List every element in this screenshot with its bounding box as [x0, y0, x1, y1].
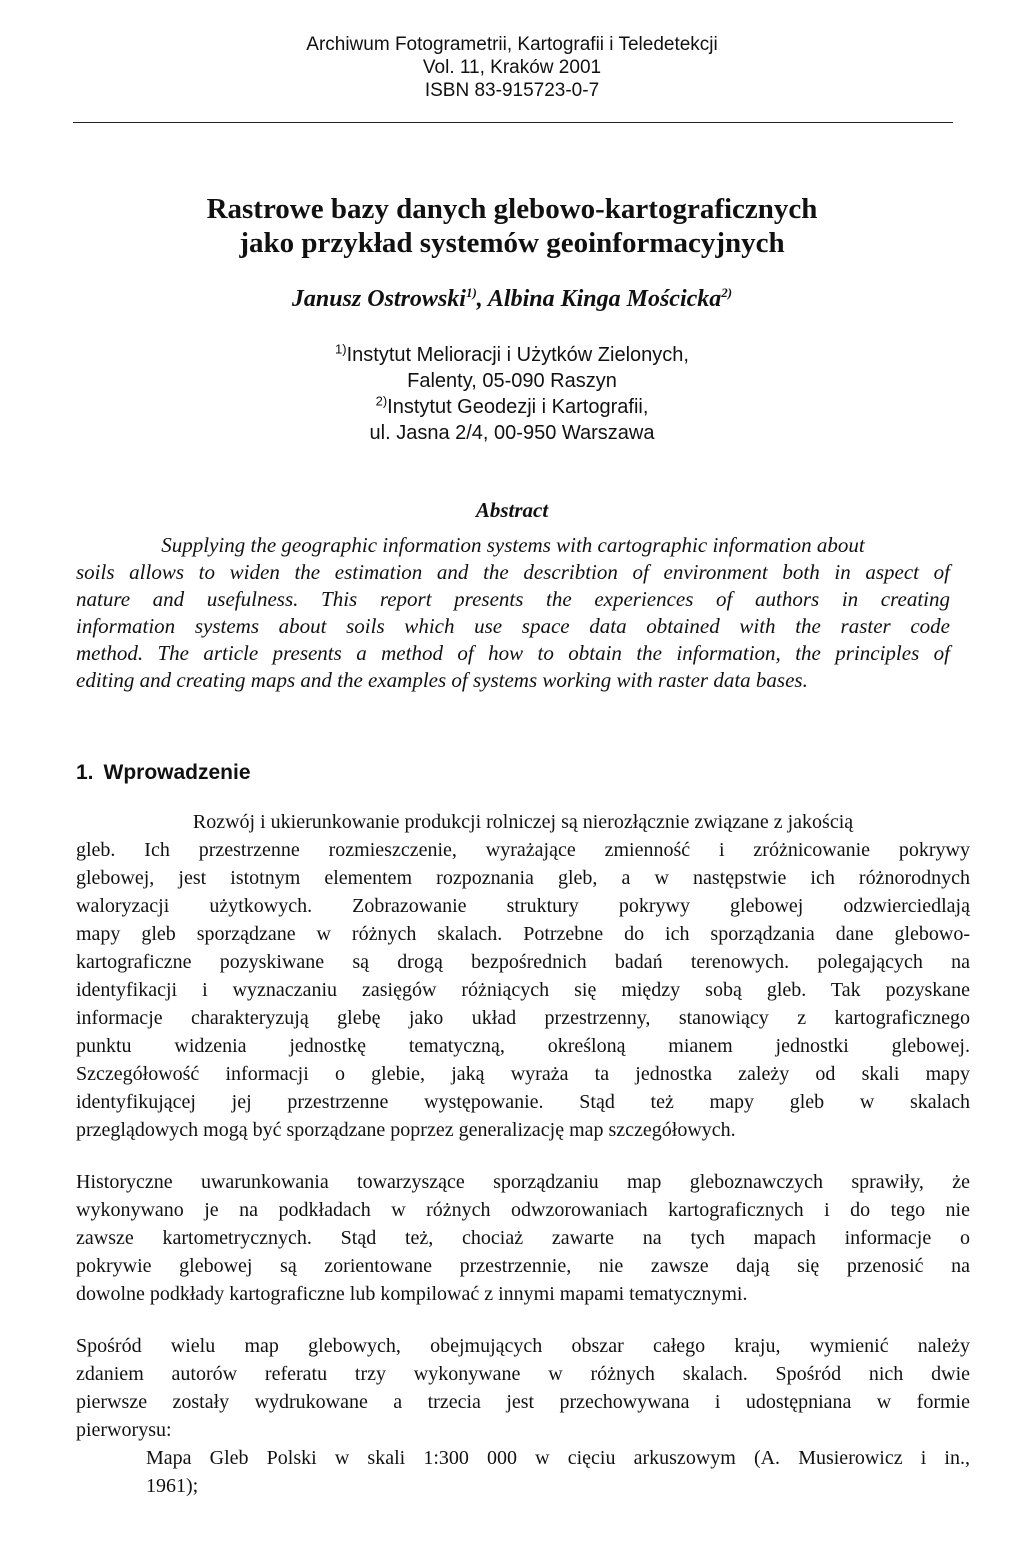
body-line: mapy gleb sporządzane w różnych skalach. Potrzebne do ich sporządzania dane glebowo- — [76, 923, 970, 945]
body-line: zdaniem autorów referatu trzy wykonywane w różnych skalach. Spośród nich dwie — [76, 1363, 970, 1385]
body-line: waloryzacji użytkowych. Zobrazowanie struktury pokrywy glebowej odzwierciedlają — [76, 895, 970, 917]
body-line: przeglądowych mogą być sporządzane poprzez generalizację map szczegółowych. — [76, 1119, 736, 1141]
body-line: kartograficzne pozyskiwane są drogą bezpośrednich badań terenowych. polegających na — [76, 951, 970, 973]
abstract-line: Supplying the geographic information systems with cartographic information about — [161, 533, 865, 557]
body-line: pierworysu: — [76, 1419, 172, 1441]
affiliation-1-line-1: $^{1)}$Instytut Melioracji i Użytków Zielonych, — [335, 341, 689, 366]
section-title: Wprowadzenie — [103, 761, 251, 784]
body-line: dowolne podkłady kartograficzne lub kompilować z innymi mapami tematycznymi. — [76, 1283, 748, 1305]
abstract-line: nature and usefulness. This report presents the experiences of authors in creating — [76, 587, 950, 611]
header-rule — [73, 122, 953, 123]
paper-title-line-2: jako przykład systemów geoinformacyjnych — [239, 227, 785, 259]
paper-title-line-1: Rastrowe bazy danych glebowo-kartograficznych — [206, 193, 818, 225]
body-line: gleb. Ich przestrzenne rozmieszczenie, wyrażające zmienność i zróżnicowanie pokrywy — [76, 839, 970, 861]
list-item: Mapa Gleb Polski w skali 1:300 000 w cięciu arkuszowym (A. Musierowicz i in., — [146, 1447, 970, 1469]
abstract-line: soils allows to widen the estimation and the describtion of environment both in aspect of — [76, 560, 950, 584]
abstract-line: editing and creating maps and the examples of systems working with raster data bases. — [76, 668, 808, 692]
author-1-affiliation-mark: 1) — [465, 285, 477, 300]
body-line: punktu widzenia jednostkę tematyczną, określoną mianem jednostki glebowej. — [76, 1035, 970, 1057]
body-line: Historyczne uwarunkowania towarzyszące sporządzaniu map gleboznawczych sprawiły, że — [76, 1171, 970, 1193]
affiliation-2-mark: 2) — [375, 393, 388, 409]
isbn: ISBN 83-915723-0-7 — [424, 80, 600, 101]
body-line: wykonywano je na podkładach w różnych odwzorowaniach kartograficznych i do tego nie — [76, 1199, 970, 1221]
author-separator: , — [476, 286, 488, 312]
body-line: pokrywie glebowej są zorientowane przestrzennie, nie zawsze dają się przenosić na — [76, 1255, 970, 1277]
affiliation-2-line-2: ul. Jasna 2/4, 00-950 Warszawa — [369, 422, 655, 444]
body-line: zawsze kartometrycznych. Stąd też, chociaż zawarte na tych mapach informacje o — [76, 1227, 970, 1249]
affiliation-2-line-1: $^{2)}$Instytut Geodezji i Kartografii, — [375, 393, 649, 418]
author-1: Janusz Ostrowski — [291, 286, 466, 312]
author-2: Albina Kinga Mościcka — [487, 286, 722, 312]
author-2-affiliation-mark: 2) — [721, 285, 733, 300]
body-line: identyfikującej jej przestrzenne występowanie. Stąd też mapy gleb w skalach — [76, 1091, 970, 1113]
body-line: Spośród wielu map glebowych, obejmujących obszar całego kraju, wymienić należy — [76, 1335, 970, 1357]
body-line: identyfikacji i wyznaczaniu zasięgów różniących się między sobą gleb. Tak pozyskane — [76, 979, 970, 1001]
section-number: 1. — [76, 761, 94, 784]
body-line: glebowej, jest istotnym elementem rozpoznania gleb, a w następstwie ich różnorodnych — [76, 867, 970, 889]
section-heading — [76, 761, 261, 785]
body-line: pierwsze zostały wydrukowane a trzecia jest przechowywana i udostępniana w formie — [76, 1391, 970, 1413]
body-line: informacje charakteryzują glebę jako układ przestrzenny, stanowiący z kartograficznego — [76, 1007, 970, 1029]
body-line: Rozwój i ukierunkowanie produkcji rolniczej są nierozłącznie związane z jakością — [192, 811, 854, 833]
abstract-line: method. The article presents a method of how to obtain the information, the principles of — [76, 641, 950, 665]
list-item: 1961); — [146, 1475, 199, 1497]
abstract-line: information systems about soils which use space data obtained with the raster code — [76, 614, 950, 638]
affiliation-1-mark: 1) — [335, 341, 347, 357]
volume-info: Vol. 11, Kraków 2001 — [422, 57, 602, 78]
journal-name: Archiwum Fotogrametrii, Kartografii i Teledetekcji — [306, 34, 718, 55]
author-list — [0, 285, 1024, 313]
abstract-heading: Abstract — [475, 498, 549, 522]
body-line: Szczegółowość informacji o glebie, jaką wyraża ta jednostka zależy od skali mapy — [76, 1063, 970, 1085]
affiliation-1-line-2: Falenty, 05-090 Raszyn — [407, 370, 617, 392]
